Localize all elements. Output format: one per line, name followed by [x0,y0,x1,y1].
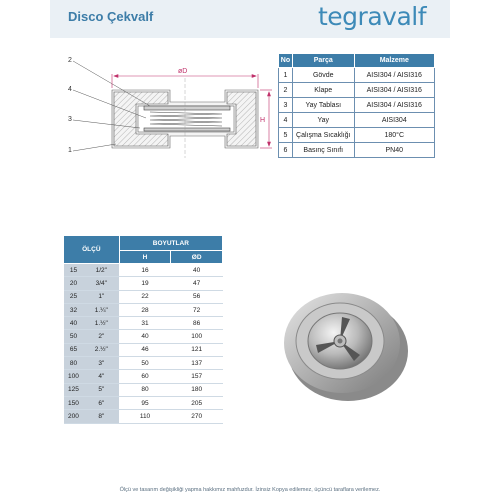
dimension-height-label: H [260,117,266,124]
size-d-cell: 72 [171,303,223,316]
document-title: Disco Çekvalf [68,9,154,24]
size-table-row [64,330,223,343]
size-h-cell: 80 [119,383,171,396]
callout-2: 2 [68,57,72,64]
size-inch-cell: 2" [83,330,119,343]
size-table-row [64,290,223,303]
parts-table-row [279,113,435,128]
parts-material-cell: AISI304 / AISI316 [354,98,434,113]
parts-table-row [279,128,435,143]
size-inch-cell: 1/2" [83,264,119,277]
size-table [63,235,223,424]
size-inch-cell: 5" [83,383,119,396]
parts-table-row [279,68,435,83]
size-d-cell: 121 [171,343,223,356]
size-h-cell: 19 [119,277,171,290]
dimension-diameter-label: øD [178,68,188,75]
size-dn-cell: 125 [64,383,84,396]
size-inch-cell: 4" [83,370,119,383]
parts-table-row [279,98,435,113]
size-inch-cell: 2.½" [83,343,119,356]
parts-material-cell: AISI304 [354,113,434,128]
parts-part-cell: Çalışma Sıcaklığı [292,128,354,143]
parts-part-cell: Yay [292,113,354,128]
size-header-h: H [119,251,171,264]
size-dn-cell: 200 [64,410,84,423]
size-table-row [64,357,223,370]
size-table-row [64,277,223,290]
size-h-cell: 110 [119,410,171,423]
parts-material-cell: AISI304 / AISI316 [354,83,434,98]
parts-part-cell: Gövde [292,68,354,83]
size-dn-cell: 32 [64,303,84,316]
size-table-row [64,396,223,409]
size-h-cell: 40 [119,330,171,343]
size-d-cell: 86 [171,317,223,330]
size-d-cell: 137 [171,357,223,370]
size-h-cell: 31 [119,317,171,330]
parts-no-cell: 2 [279,83,293,98]
parts-part-cell: Yay Tablası [292,98,354,113]
size-dn-cell: 65 [64,343,84,356]
callout-3: 3 [68,116,72,123]
parts-no-cell: 3 [279,98,293,113]
size-h-cell: 46 [119,343,171,356]
parts-material-cell: 180°C [354,128,434,143]
size-dn-cell: 15 [64,264,84,277]
size-table-row [64,303,223,316]
size-table-row [64,410,223,423]
size-d-cell: 47 [171,277,223,290]
parts-no-cell: 5 [279,128,293,143]
size-d-cell: 270 [171,410,223,423]
size-d-cell: 205 [171,396,223,409]
size-header-d: ØD [171,251,223,264]
size-dn-cell: 100 [64,370,84,383]
valve-cross-section-drawing [50,48,280,178]
size-h-cell: 22 [119,290,171,303]
size-d-cell: 100 [171,330,223,343]
size-table-row [64,264,223,277]
parts-header-material: Malzeme [354,54,434,68]
size-table-row [64,317,223,330]
size-h-cell: 60 [119,370,171,383]
valve-product-image [280,285,410,405]
size-h-cell: 28 [119,303,171,316]
size-table-row [64,383,223,396]
size-d-cell: 56 [171,290,223,303]
parts-header-part: Parça [292,54,354,68]
parts-material-cell: AISI304 / AISI316 [354,68,434,83]
parts-table-row [279,143,435,158]
callout-4: 4 [68,86,72,93]
size-d-cell: 157 [171,370,223,383]
parts-part-cell: Klape [292,83,354,98]
parts-header-no: No [279,54,293,68]
size-inch-cell: 1.½" [83,317,119,330]
size-dn-cell: 20 [64,277,84,290]
size-table-row [64,370,223,383]
size-dn-cell: 50 [64,330,84,343]
size-d-cell: 180 [171,383,223,396]
size-inch-cell: 3" [83,357,119,370]
size-inch-cell: 6" [83,396,119,409]
size-inch-cell: 3/4" [83,277,119,290]
size-dn-cell: 150 [64,396,84,409]
parts-table-header-row [279,54,435,68]
parts-material-cell: PN40 [354,143,434,158]
size-inch-cell: 1.¼" [83,303,119,316]
callout-1: 1 [68,147,72,154]
size-header-olcu: ÖLÇÜ [64,236,120,264]
parts-table-row [279,83,435,98]
tegravalf-logo: tegravalf [318,2,427,31]
parts-no-cell: 1 [279,68,293,83]
footer-disclaimer: Ölçü ve tasarım değişikliği yapma hakkımız mahfuzdur. İzinsiz Kopya edilemez, üçüncü taraflara verilemez. [119,487,381,493]
size-dn-cell: 25 [64,290,84,303]
size-table-row [64,343,223,356]
parts-no-cell: 6 [279,143,293,158]
size-table-header-row [64,236,223,251]
size-inch-cell: 8" [83,410,119,423]
size-header-boyutlar: BOYUTLAR [119,236,222,251]
parts-table [278,53,435,158]
size-dn-cell: 40 [64,317,84,330]
size-h-cell: 95 [119,396,171,409]
size-inch-cell: 1" [83,290,119,303]
size-d-cell: 40 [171,264,223,277]
size-h-cell: 16 [119,264,171,277]
parts-part-cell: Basınç Sınıfı [292,143,354,158]
parts-no-cell: 4 [279,113,293,128]
size-dn-cell: 80 [64,357,84,370]
size-h-cell: 50 [119,357,171,370]
